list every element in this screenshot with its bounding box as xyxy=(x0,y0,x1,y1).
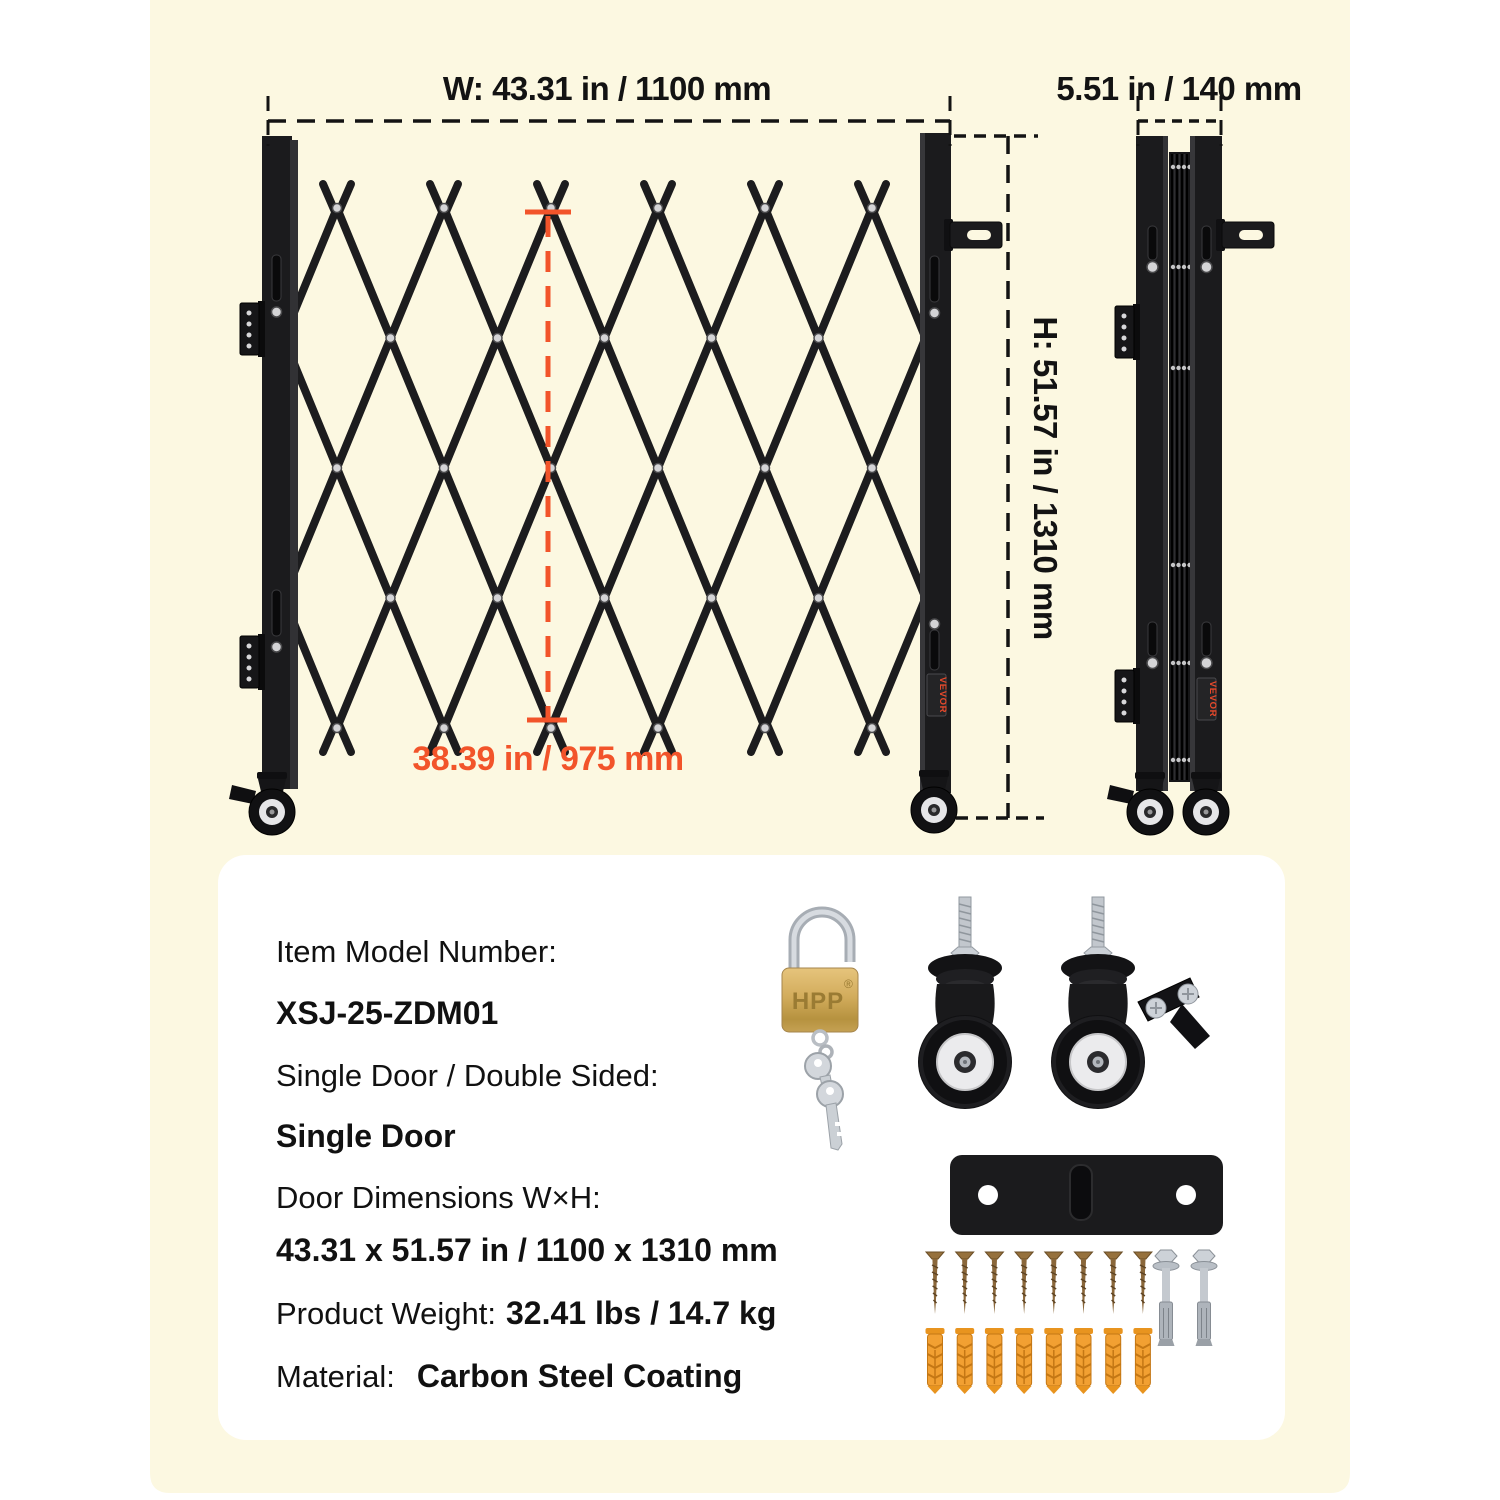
right-post-highlight xyxy=(920,133,925,793)
spec-material-line: Material: Carbon Steel Coating xyxy=(276,1358,743,1394)
mounting-plate xyxy=(950,1155,1223,1235)
spec-model-label: Item Model Number: xyxy=(276,934,557,969)
height-dimension-label: H: 51.57 in / 1310 mm xyxy=(1027,316,1064,640)
spec-model-value: XSJ-25-ZDM01 xyxy=(276,995,499,1031)
padlock-brand-text: HPP xyxy=(791,988,845,1015)
spec-dims-value: 43.31 x 51.57 in / 1100 x 1310 mm xyxy=(276,1232,778,1268)
spec-type-label: Single Door / Double Sided: xyxy=(276,1058,659,1093)
padlock-reg-mark: ® xyxy=(844,977,853,991)
inner-height-dimension-label: 38.39 in / 975 mm xyxy=(412,740,684,778)
spec-weight-line: Product Weight: 32.41 lbs / 14.7 kg xyxy=(276,1295,777,1331)
left-post xyxy=(262,136,292,789)
folded-width-dimension-label: 5.51 in / 140 mm xyxy=(1056,70,1302,107)
spec-dims-label: Door Dimensions W×H: xyxy=(276,1180,601,1215)
width-dimension-label: W: 43.31 in / 1100 mm xyxy=(442,70,772,107)
spec-type-value: Single Door xyxy=(276,1118,456,1154)
left-post-highlight xyxy=(290,140,298,789)
